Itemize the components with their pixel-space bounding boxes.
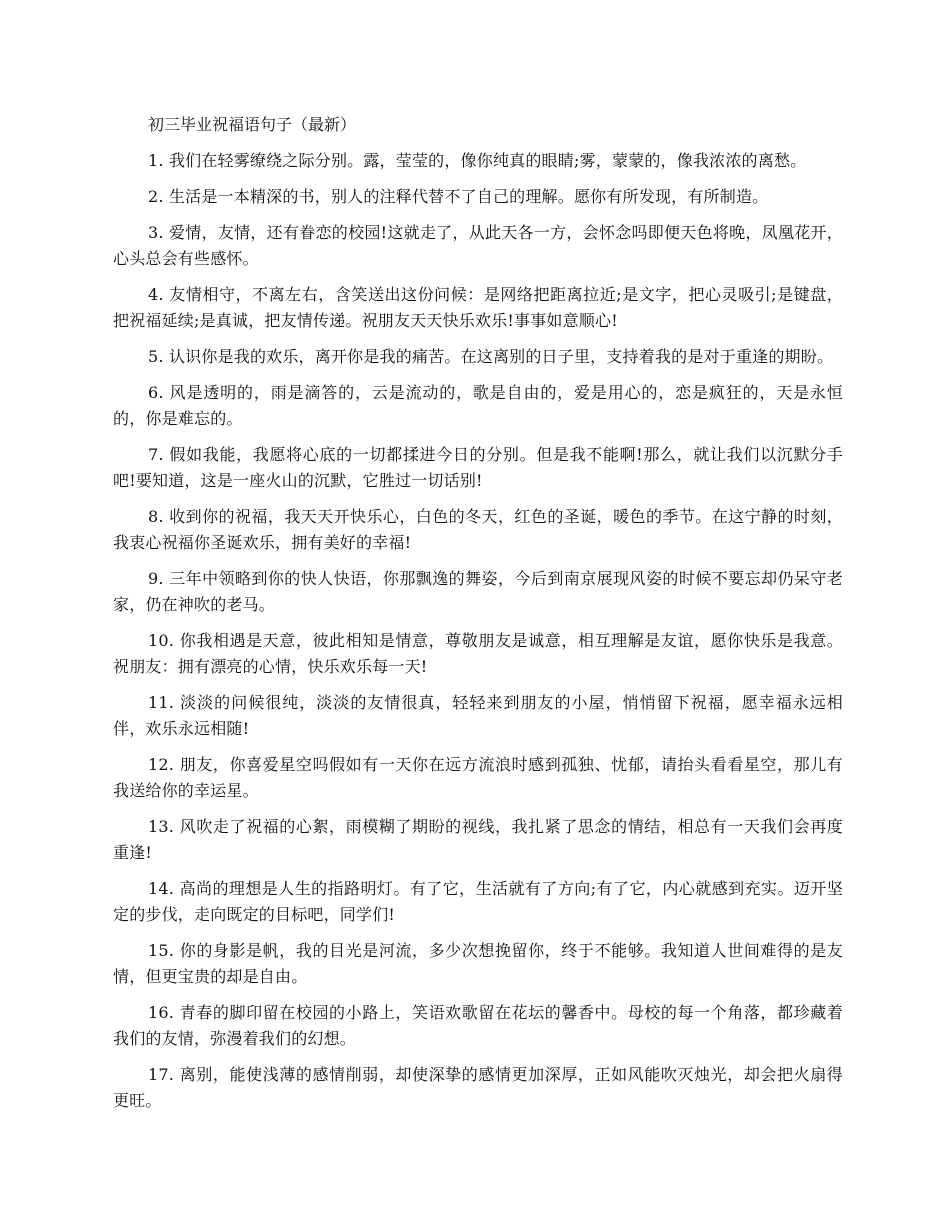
blessing-paragraph: 8. 收到你的祝福，我天天开快乐心，白色的冬天，红色的圣诞，暖色的季节。在这宁静的时刻，我衷心祝福你圣诞欢乐，拥有美好的幸福! (113, 507, 843, 552)
blessing-paragraph: 4. 友情相守，不离左右，含笑送出这份问候：是网络把距离拉近;是文字，把心灵吸引;是键盘，把祝福延续;是真诚，把友情传递。祝朋友天天快乐欢乐!事事如意顺心! (113, 285, 843, 330)
blessing-paragraph: 5. 认识你是我的欢乐，离开你是我的痛苦。在这离别的日子里，支持着我的是对于重逢的期盼。 (148, 347, 834, 366)
blessing-paragraph: 7. 假如我能，我愿将心底的一切都揉进今日的分别。但是我不能啊!那么，就让我们以沉默分手吧!要知道，这是一座火山的沉默，它胜过一切话别! (113, 445, 843, 490)
blessing-paragraph: 15. 你的身影是帆，我的目光是河流，多少次想挽留你，终于不能够。我知道人世间难得的是友情，但更宝贵的却是自由。 (113, 941, 843, 986)
document-body (113, 112, 843, 1124)
blessing-paragraph: 17. 离别，能使浅薄的感情削弱，却使深挚的感情更加深厚，正如风能吹灭烛光，却会把火扇得更旺。 (113, 1065, 843, 1110)
blessing-paragraph: 11. 淡淡的问候很纯，淡淡的友情很真，轻轻来到朋友的小屋，悄悄留下祝福，愿幸福永远相伴，欢乐永远相随! (113, 693, 843, 738)
document-title: 初三毕业祝福语句子（最新） (148, 115, 357, 134)
blessing-paragraph: 1. 我们在轻雾缭绕之际分别。露，莹莹的，像你纯真的眼睛;雾，蒙蒙的，像我浓浓的离愁。 (148, 151, 807, 170)
blessing-paragraph: 10. 你我相遇是天意，彼此相知是情意，尊敬朋友是诚意，相互理解是友谊，愿你快乐是我意。祝朋友：拥有漂亮的心情，快乐欢乐每一天! (113, 631, 843, 676)
blessing-paragraph: 14. 高尚的理想是人生的指路明灯。有了它，生活就有了方向;有了它，内心就感到充实。迈开坚定的步伐，走向既定的目标吧，同学们! (113, 879, 843, 924)
blessing-paragraph: 12. 朋友，你喜爱星空吗假如有一天你在远方流浪时感到孤独、忧郁，请抬头看看星空，那儿有我送给你的幸运星。 (113, 755, 843, 800)
blessing-paragraph: 13. 风吹走了祝福的心絮，雨模糊了期盼的视线，我扎紧了思念的情结，相总有一天我们会再度重逢! (113, 817, 843, 862)
blessing-paragraph: 2. 生活是一本精深的书，别人的注释代替不了自己的理解。愿你有所发现，有所制造。 (148, 187, 769, 206)
blessing-paragraph: 9. 三年中领略到你的快人快语，你那飘逸的舞姿，今后到南京展现风姿的时候不要忘却仍呆守老家，仍在神吹的老马。 (113, 569, 843, 614)
blessing-paragraph: 3. 爱情，友情，还有眷恋的校园!这就走了，从此天各一方，会怀念吗即便天色将晚，凤凰花开，心头总会有些感怀。 (113, 223, 843, 268)
blessing-paragraph: 16. 青春的脚印留在校园的小路上，笑语欢歌留在花坛的馨香中。母校的每一个角落，都珍藏着我们的友情，弥漫着我们的幻想。 (113, 1003, 843, 1048)
blessing-paragraph: 6. 风是透明的，雨是滴答的，云是流动的，歌是自由的，爱是用心的，恋是疯狂的，天是永恒的，你是难忘的。 (113, 383, 843, 428)
